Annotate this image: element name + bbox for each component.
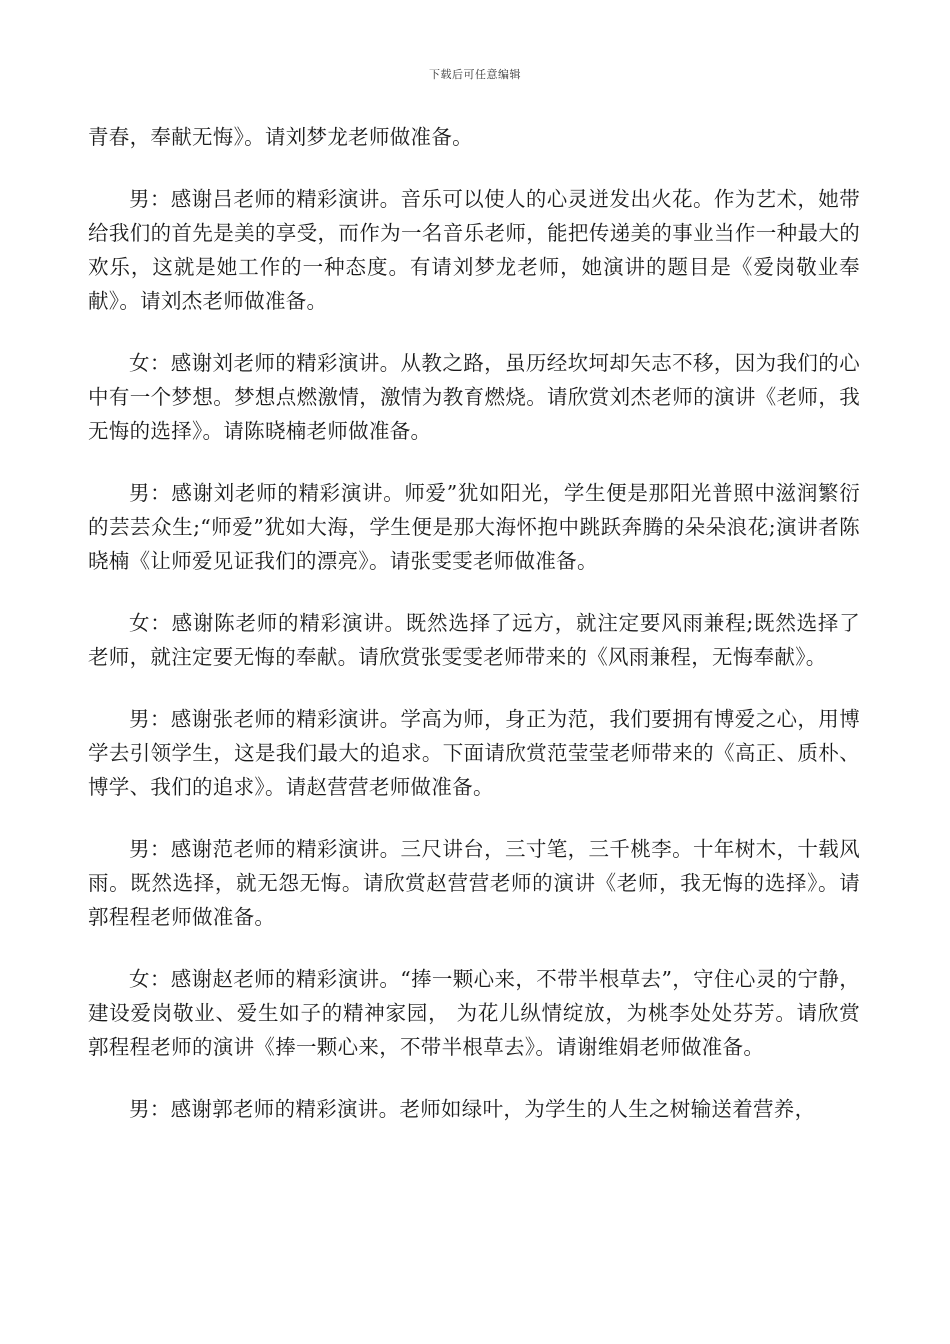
page-header-note: 下载后可任意编辑 [429, 68, 521, 81]
paragraph-continuation: 青春，奉献无悔》。请刘梦龙老师做准备。 [88, 125, 473, 149]
paragraph-host-male-4: 男：感谢范老师的精彩演讲。三尺讲台，三寸笔，三千桃李。十年树木，十载风雨。既然选择，就无怨无悔。请欣赏赵营营老师的演讲《老师，我无悔的选择》。请郭程程老师做准备。 [88, 837, 860, 929]
document-body [88, 120, 860, 1126]
paragraph-host-male-1: 男：感谢吕老师的精彩演讲。音乐可以使人的心灵迸发出火花。作为艺术，她带给我们的首先是美的享受，而作为一名音乐老师，能把传递美的事业当作一种最大的欢乐，这就是她工作的一种态度。有请刘梦龙老师，她演讲的题目是《爱岗敬业奉献》。请刘杰老师做准备。 [88, 187, 860, 313]
paragraph-host-male-2: 男：感谢刘老师的精彩演讲。师爱”犹如阳光，学生便是那阳光普照中滋润繁衍的芸芸众生;“师爱”犹如大海，学生便是那大海怀抱中跳跃奔腾的朵朵浪花;演讲者陈晓楠《让师爱见证我们的漂亮》。请张雯雯老师做准备。 [88, 481, 860, 573]
paragraph-host-female-3: 女：感谢赵老师的精彩演讲。“捧一颗心来，不带半根草去”，守住心灵的宁静，建设爱岗敬业、爱生如子的精神家园， 为花儿纵情绽放，为桃李处处芬芳。请欣赏郭程程老师的演讲《捧一颗心来，不带半根草去》。请谢维娟老师做准备。 [88, 967, 860, 1059]
paragraph-host-male-5: 男：感谢郭老师的精彩演讲。老师如绿叶，为学生的人生之树输送着营养， [129, 1097, 816, 1121]
paragraph-host-male-3: 男：感谢张老师的精彩演讲。学高为师，身正为范，我们要拥有博爱之心，用博学去引领学生，这是我们最大的追求。下面请欣赏范莹莹老师带来的《高正、质朴、博学、我们的追求》。请赵营营老师做准备。 [88, 707, 860, 799]
paragraph-host-female-1: 女：感谢刘老师的精彩演讲。从教之路，虽历经坎坷却矢志不移，因为我们的心中有一个梦想。梦想点燃激情，激情为教育燃烧。请欣赏刘杰老师的演讲《老师，我无悔的选择》。请陈晓楠老师做准备。 [88, 351, 860, 443]
paragraph-host-female-2: 女：感谢陈老师的精彩演讲。既然选择了远方，就注定要风雨兼程;既然选择了老师，就注定要无悔的奉献。请欣赏张雯雯老师带来的《风雨兼程，无悔奉献》。 [88, 611, 860, 669]
